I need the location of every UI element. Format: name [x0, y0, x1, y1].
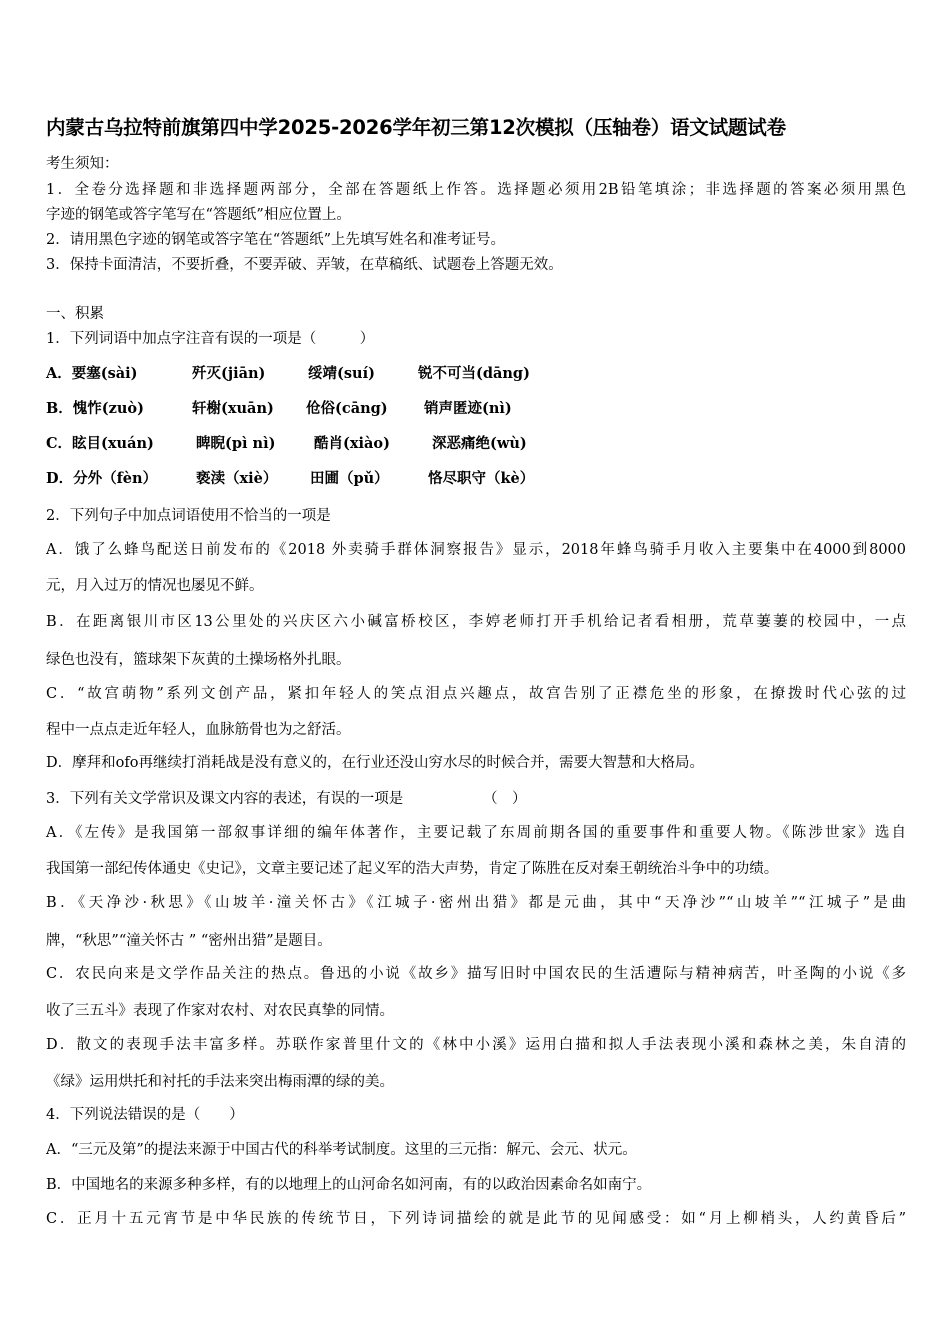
- q3-option-a-line1: A．《左传》是我国第一部叙事详细的编年体著作，主要记载了东周前期各国的重要事件和重要人物。《陈涉世家》选自: [46, 825, 906, 841]
- q1-option-b-word3: 伧俗(cāng): [306, 400, 388, 417]
- notice-item-1-line1: 1．全卷分选择题和非选择题两部分，全部在答题纸上作答。选择题必须用2B铅笔填涂；非选择题的答案必须用黑色: [46, 182, 906, 198]
- q2-option-a-line2: 元，月入过万的情况也屡见不鲜。: [46, 578, 264, 594]
- q1-option-d-word3: 田圃（pǔ）: [310, 470, 389, 487]
- q1-option-c-word4: 深恶痛绝(wù): [432, 435, 527, 452]
- q3-option-c-line2: 收了三五斗》表现了作家对农村、对农民真挚的同情。: [46, 1003, 394, 1019]
- q3-option-d-line1: D．散文的表现手法丰富多样。苏联作家普里什文的《林中小溪》运用白描和拟人手法表现小溪和森林之美，朱自清的: [46, 1037, 906, 1053]
- q1-option-b-word1: B．愧怍(zuò): [46, 400, 144, 417]
- q3-option-c-line1: C．农民向来是文学作品关注的热点。鲁迅的小说《故乡》描写旧时中国农民的生活遭际与精神病苦，叶圣陶的小说《多: [46, 966, 906, 982]
- question-4-stem: 4．下列说法错误的是（ ）: [46, 1107, 244, 1123]
- notice-heading: 考生须知：: [46, 156, 119, 172]
- q3-option-b-line2: 牌，“秋思”“潼关怀古 ” “密州出猎”是题目。: [46, 933, 332, 949]
- q1-option-c-word1: C．眩目(xuán): [46, 435, 154, 452]
- q1-option-a-word1: A．要塞(sài): [46, 365, 138, 382]
- q1-option-d-word1: D．分外（fèn）: [46, 470, 158, 487]
- q3-option-d-line2: 《绿》运用烘托和衬托的手法来突出梅雨潭的绿的美。: [46, 1074, 394, 1090]
- q2-option-d-line1: D．摩拜和ofo再继续打消耗战是没有意义的，在行业还没山穷水尽的时候合并，需要大智慧和大格局。: [46, 755, 704, 771]
- notice-item-3: 3．保持卡面清洁，不要折叠，不要弄破、弄皱，在草稿纸、试题卷上答题无效。: [46, 257, 563, 273]
- q2-option-c-line1: C．“故宫萌物”系列文创产品，紧扣年轻人的笑点泪点兴趣点，故宫告别了正襟危坐的形象，在撩拨时代心弦的过: [46, 686, 906, 702]
- q1-option-d-word4: 恪尽职守（kè）: [428, 470, 535, 487]
- q1-option-c-word2: 睥睨(pì nì): [196, 435, 276, 452]
- q2-option-a-line1: A．饿了么蜂鸟配送日前发布的《2018 外卖骑手群体洞察报告》显示，2018年蜂鸟骑手月收入主要集中在4000到8000: [46, 542, 906, 558]
- notice-item-1-line2: 字迹的钢笔或答字笔写在“答题纸”相应位置上。: [46, 207, 351, 223]
- q4-option-c: C．正月十五元宵节是中华民族的传统节日，下列诗词描绘的就是此节的见闻感受：如“月上柳梢头，人约黄昏后”: [46, 1211, 906, 1227]
- exam-title: 内蒙古乌拉特前旗第四中学2025-2026学年初三第12次模拟（压轴卷）语文试题试卷: [46, 116, 786, 139]
- q2-option-c-line2: 程中一点点走近年轻人，血脉筋骨也为之舒活。: [46, 722, 351, 738]
- q1-option-c-word3: 酷肖(xiào): [314, 435, 390, 452]
- q1-option-d-word2: 亵渎（xiè）: [196, 470, 278, 487]
- q3-option-b-line1: B．《天净沙·秋思》《山坡羊·潼关怀古》《江城子·密州出猎》都是元曲，其中“天净沙”“山坡羊”“江城子”是曲: [46, 895, 906, 911]
- section-heading: 一、积累: [46, 306, 104, 322]
- q2-option-b-line2: 绿色也没有，篮球架下灰黄的土操场格外扎眼。: [46, 652, 351, 668]
- question-3-stem: 3．下列有关文学常识及课文内容的表述，有误的一项是 （ ）: [46, 791, 527, 807]
- q1-option-b-word4: 销声匿迹(nì): [424, 400, 512, 417]
- q1-option-a-word3: 绥靖(suí): [308, 365, 375, 382]
- q3-option-a-line2: 我国第一部纪传体通史《史记》，文章主要记述了起义军的浩大声势，肯定了陈胜在反对秦王朝统治斗争中的功绩。: [46, 861, 779, 877]
- q1-option-a-word4: 锐不可当(dāng): [418, 365, 530, 382]
- q4-option-a: A．“三元及第”的提法来源于中国古代的科举考试制度。这里的三元指：解元、会元、状元。: [46, 1142, 637, 1158]
- q2-option-b-line1: B．在距离银川市区13公里处的兴庆区六小碱富桥校区，李婷老师打开手机给记者看相册，荒草萋萋的校园中，一点: [46, 614, 906, 630]
- question-2-stem: 2．下列句子中加点词语使用不恰当的一项是: [46, 508, 331, 524]
- notice-item-2: 2．请用黑色字迹的钢笔或答字笔在“答题纸”上先填写姓名和准考证号。: [46, 232, 506, 248]
- q4-option-b: B．中国地名的来源多种多样，有的以地理上的山河命名如河南，有的以政治因素命名如南宁。: [46, 1177, 652, 1193]
- q1-option-a-word2: 歼灭(jiān): [192, 365, 266, 382]
- question-1-stem: 1．下列词语中加点字注音有误的一项是（ ）: [46, 331, 375, 347]
- q1-option-b-word2: 轩榭(xuān): [192, 400, 274, 417]
